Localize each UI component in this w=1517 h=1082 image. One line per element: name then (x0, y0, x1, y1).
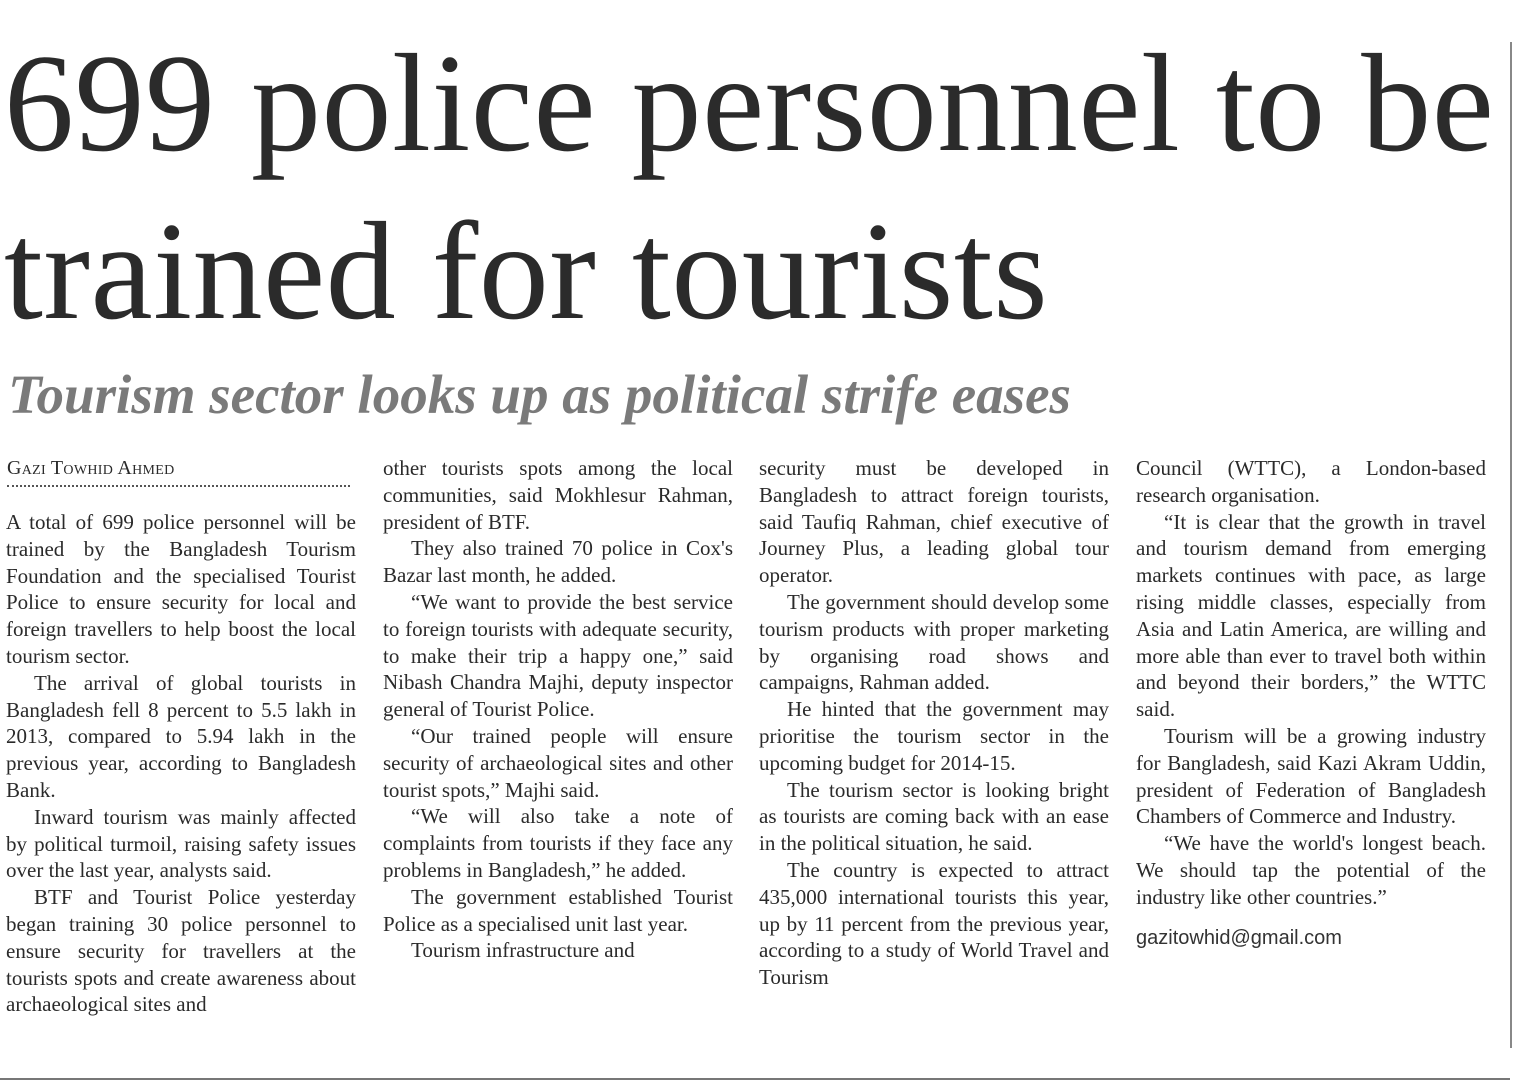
article-column-1 (6, 509, 356, 1018)
byline: Gazi Towhid Ahmed (7, 457, 175, 479)
paragraph: “We will also take a note of complaints from tourists if they face any problems in Bangladesh,” he added. (383, 804, 733, 882)
paragraph: Inward tourism was mainly affected by political turmoil, raising safety issues over the last year, analysts said. (6, 804, 356, 883)
headline: 699 police personnel to be trained for tourists (4, 26, 1495, 349)
paragraph: Tourism infrastructure and (411, 938, 635, 963)
author-email: gazitowhid@gmail.com (1136, 926, 1342, 949)
paragraph: The country is expected to attract 435,000 international tourists this year, up by 11 percent from the previous year, according to a study of World Travel and Tourism (759, 857, 1109, 990)
paragraph: “We want to provide the best service to foreign tourists with adequate security, to make their trip a happy one,” said Nibash Chandra Majhi, deputy inspector general of Tourist Police. (383, 589, 733, 722)
paragraph: “Our trained people will ensure security of archaeological sites and other tourist spots,” Majhi said. (383, 723, 733, 802)
column-divider-rule (1510, 42, 1512, 1048)
paragraph: The tourism sector is looking bright as tourists are coming back with an ease in the political situation, he said. (759, 777, 1109, 856)
article-column-2 (383, 455, 733, 964)
paragraph: other tourists spots among the local communities, said Mokhlesur Rahman, president of BTF. (383, 456, 733, 534)
paragraph: The government should develop some tourism products with proper marketing by organising road shows and campaigns, Rahman added. (759, 589, 1109, 695)
paragraph: The government established Tourist Police as a specialised unit last year. (383, 884, 733, 936)
byline-dotted-rule (7, 485, 350, 487)
subheadline: Tourism sector looks up as political strife eases (8, 364, 1071, 425)
article-column-3 (759, 455, 1109, 991)
article-column-4 (1136, 455, 1486, 951)
paragraph: Tourism will be a growing industry for Bangladesh, said Kazi Akram Uddin, president of Federation of Bangladesh Chambers of Commerce and Industry. (1136, 723, 1486, 829)
paragraph: “We have the world's longest beach. We should tap the potential of the industry like other countries.” (1136, 831, 1486, 909)
paragraph: Council (WTTC), a London-based research organisation. (1136, 456, 1486, 507)
paragraph: A total of 699 police personnel will be trained by the Bangladesh Tourism Foundation and the specialised Tourist Police to ensure security for local and foreign travellers to help boost the local tourism sector. (6, 510, 356, 668)
paragraph: BTF and Tourist Police yesterday began training 30 police personnel to ensure security for travellers at the tourists spots and create awareness about archaeological sites and (6, 885, 356, 1017)
paragraph: “It is clear that the growth in travel and tourism demand from emerging markets continues with pace, as large rising middle classes, especially from Asia and Latin America, are willing and more able than ever to travel both within and beyond their borders,” the WTTC said. (1136, 509, 1486, 722)
paragraph: security must be developed in Bangladesh to attract foreign tourists, said Taufiq Rahman, chief executive of Journey Plus, a leading global tour operator. (759, 456, 1109, 588)
paragraph: The arrival of global tourists in Bangladesh fell 8 percent to 5.5 lakh in 2013, compared to 5.94 lakh in the previous year, according to Bangladesh Bank. (6, 670, 356, 802)
paragraph: He hinted that the government may prioritise the tourism sector in the upcoming budget for 2014-15. (759, 697, 1109, 775)
paragraph: They also trained 70 police in Cox's Bazar last month, he added. (383, 536, 733, 588)
bottom-rule (0, 1078, 1510, 1080)
